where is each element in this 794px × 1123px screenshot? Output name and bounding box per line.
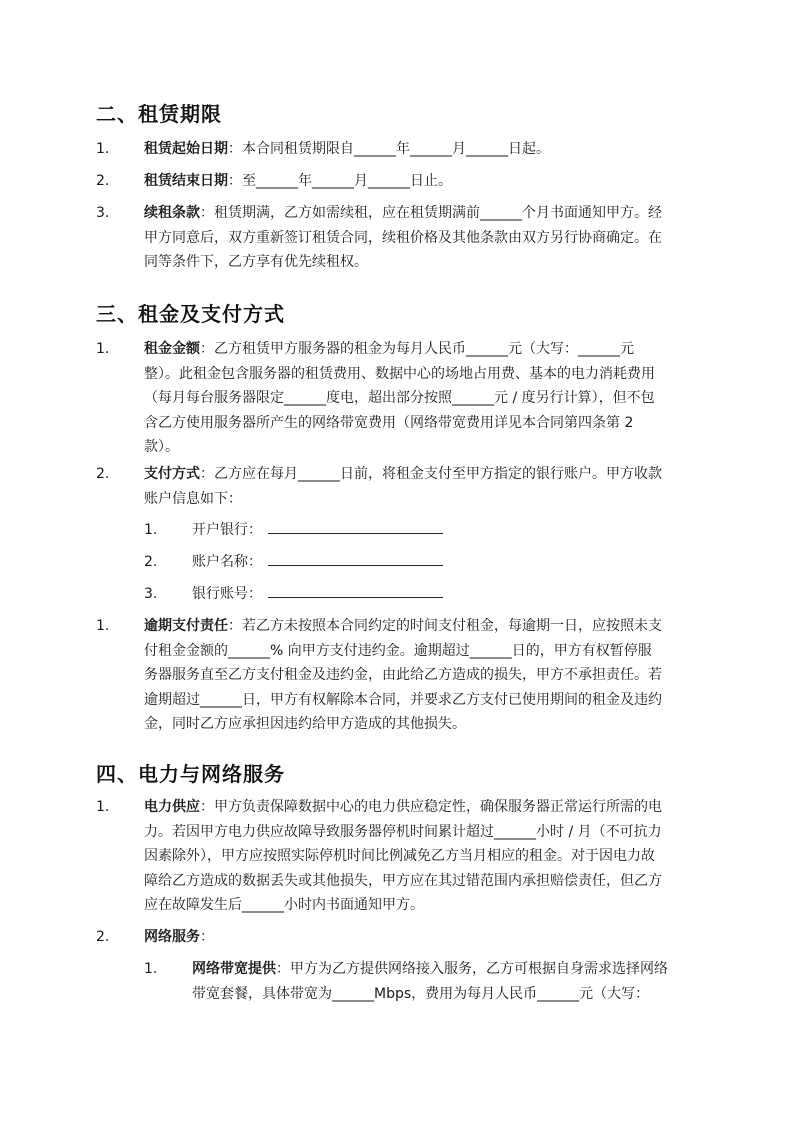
clause-text: ：若乙方未按照本合同约定的时间支付租金，每逾期一日，应按照未支 xyxy=(228,618,662,634)
clause-text: 带宽套餐，具体带宽为______Mbps，费用为每月人民币______元（大写： xyxy=(192,985,650,1002)
clause-text: ：甲方为乙方提供网络接入服务，乙方可根据自身需求选择网络 xyxy=(276,961,668,977)
clause-text: ：租赁期满，乙方如需续租，应在租赁期满前______个月书面通知甲方。经 xyxy=(200,205,662,221)
clause-label: 租赁结束日期 xyxy=(144,173,228,189)
account-label: 银行账号： xyxy=(192,586,262,602)
clause-label: 支付方式 xyxy=(144,466,200,482)
clause-text: 甲方同意后，双方重新签订租赁合同，续租价格及其他条款由双方另行协商确定。在 xyxy=(144,229,662,246)
clause-text: 同等条件下，乙方享有优先续租权。 xyxy=(144,254,368,271)
clause-number: 2. xyxy=(96,466,110,482)
account-number-blank xyxy=(268,583,443,598)
clause-number: 2. xyxy=(96,929,110,945)
clause-text: 付租金金额的______% 向甲方支付违约金。逾期超过______日的，甲方有权暂停服 xyxy=(144,642,652,659)
clause-text: ：至______年______月______日止。 xyxy=(228,173,452,189)
clause-label: 网络带宽提供 xyxy=(192,961,276,977)
clause-text: 逾期超过______日，甲方有权解除本合同，并要求乙方支付已使用期间的租金及违约 xyxy=(144,691,662,708)
clause-text: ：乙方应在每月______日前，将租金支付至甲方指定的银行账户。甲方收款 xyxy=(200,466,662,482)
clause-text: 障给乙方造成的数据丢失或其他损失，甲方应在其过错范围内承担赔偿责任，但乙方 xyxy=(144,872,662,889)
clause-label: 网络服务 xyxy=(144,929,200,945)
list-number: 2. xyxy=(144,554,158,570)
clause-label: 租赁起始日期 xyxy=(144,141,228,157)
account-bank-blank xyxy=(268,519,443,534)
clause-number: 3. xyxy=(96,205,110,221)
clause-number: 1. xyxy=(144,961,158,977)
list-number: 1. xyxy=(144,522,158,538)
clause-label: 逾期支付责任 xyxy=(144,618,228,634)
section-title-lease-term: 二、租赁期限 xyxy=(96,102,222,126)
clause-number: 1. xyxy=(96,618,110,634)
clause-text: 金，同时乙方应承担因违约给甲方造成的其他损失。 xyxy=(144,716,466,733)
clause-text: ：乙方租赁甲方服务器的租金为每月人民币______元（大写：______元 xyxy=(200,341,634,357)
clause-text: ：甲方负责保障数据中心的电力供应稳定性，确保服务器正常运行所需的电 xyxy=(200,799,662,815)
clause-label: 租金金额 xyxy=(144,341,200,357)
account-label: 账户名称： xyxy=(192,554,262,570)
clause-text: （每月每台服务器限定______度电，超出部分按照______元 / 度另行计算），但不包 xyxy=(144,390,655,407)
clause-text: 因素除外），甲方应按照实际停机时间比例减免乙方当月相应的租金。对于因电力故 xyxy=(144,848,655,865)
clause-number: 1. xyxy=(96,341,110,357)
clause-label: 电力供应 xyxy=(144,799,200,815)
clause-text: 应在故障发生后______小时内书面通知甲方。 xyxy=(144,897,424,914)
clause-number: 1. xyxy=(96,141,110,157)
list-number: 3. xyxy=(144,586,158,602)
clause-text: 含乙方使用服务器所产生的网络带宽费用（网络带宽费用详见本合同第四条第 2 xyxy=(144,414,634,431)
account-name-blank xyxy=(268,551,443,566)
clause-number: 2. xyxy=(96,173,110,189)
clause-label: 续租条款 xyxy=(144,205,200,221)
clause-number: 1. xyxy=(96,799,110,815)
clause-text: ： xyxy=(200,929,214,945)
clause-text: 整）。此租金包含服务器的租赁费用、数据中心的场地占用费、基本的电力消耗费用 xyxy=(144,365,655,382)
clause-text: ：本合同租赁期限自______年______月______日起。 xyxy=(228,141,550,157)
clause-text: 账户信息如下： xyxy=(144,490,242,507)
section-title-power-network: 四、电力与网络服务 xyxy=(96,762,285,786)
section-title-rent-payment: 三、租金及支付方式 xyxy=(96,302,285,326)
clause-text: 力。若因甲方电力供应故障导致服务器停机时间累计超过______小时 / 月（不可抗力 xyxy=(144,823,662,840)
clause-text: 款）。 xyxy=(144,439,179,456)
clause-text: 务器服务直至乙方支付租金及违约金，由此给乙方造成的损失，甲方不承担责任。若 xyxy=(144,667,662,684)
account-label: 开户银行： xyxy=(192,522,262,538)
